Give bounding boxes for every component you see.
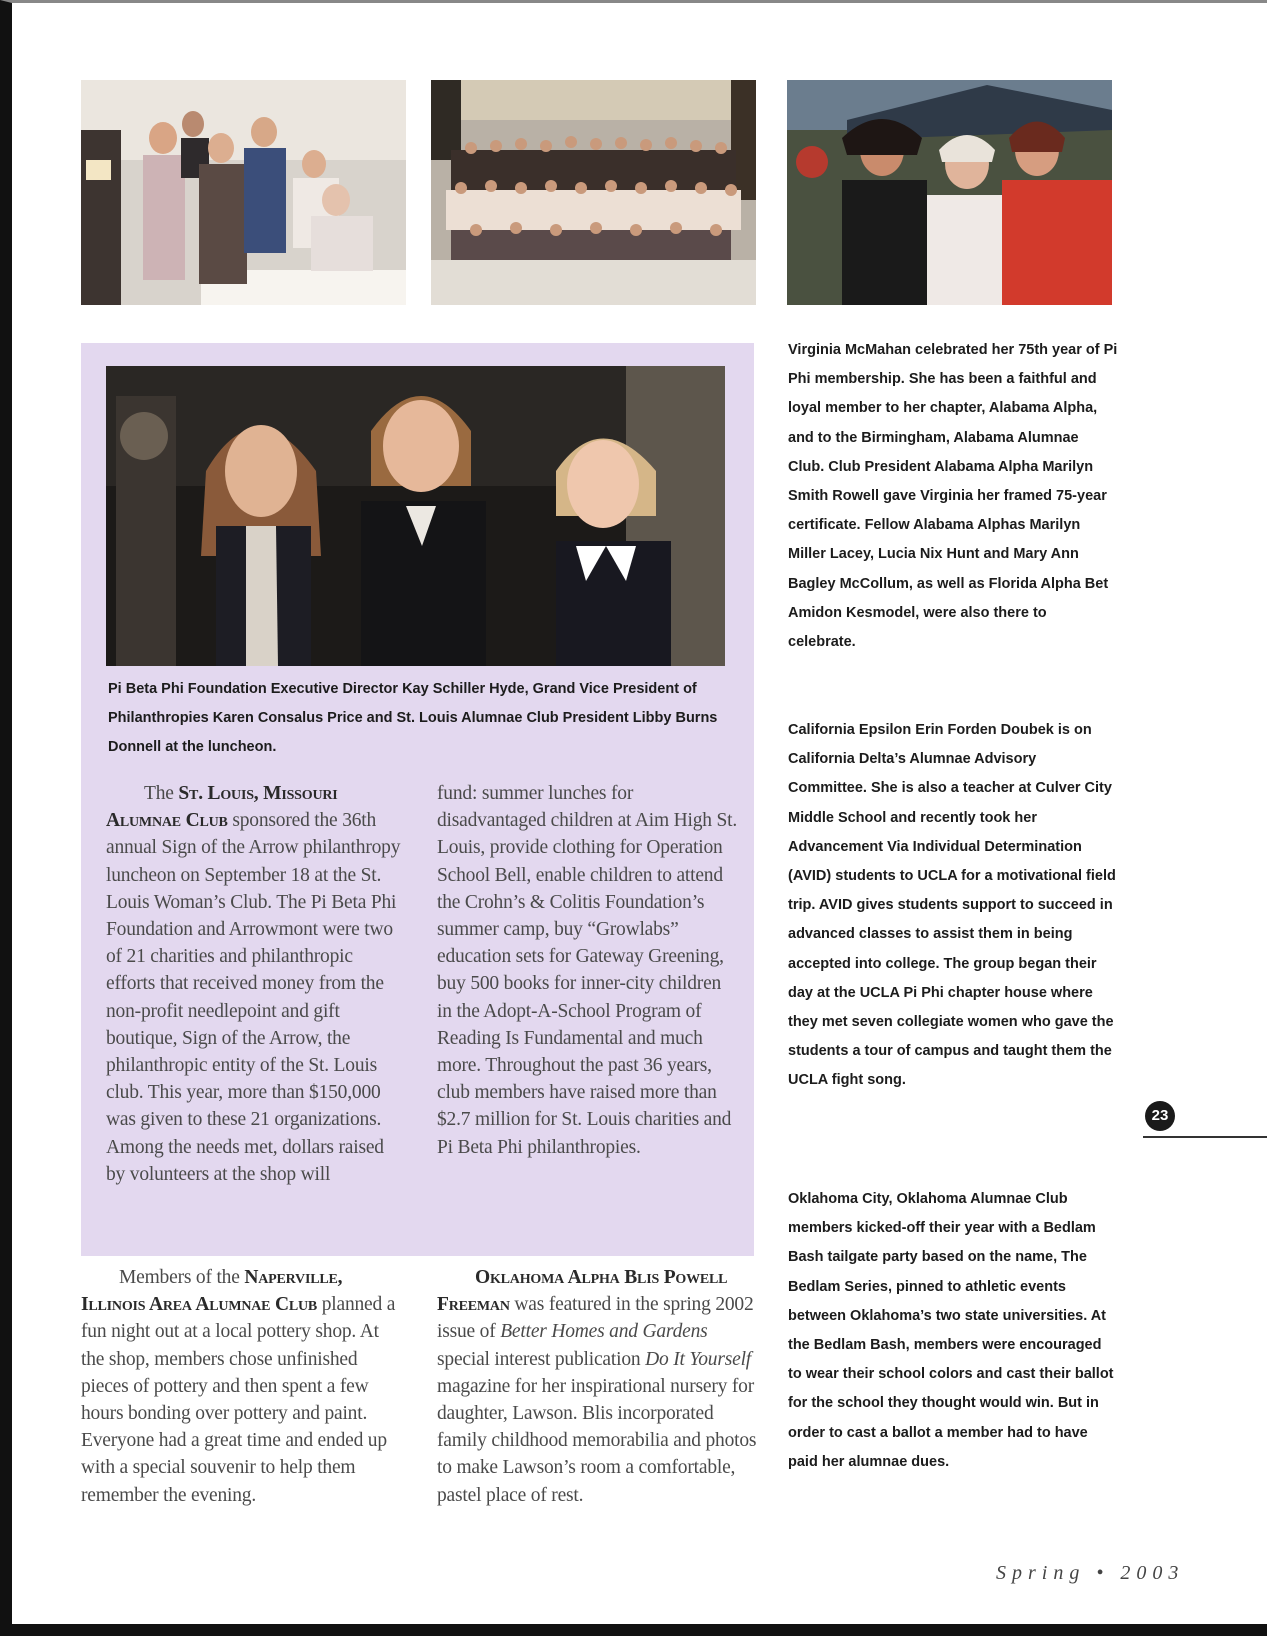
publication-do-it-yourself: Do It Yourself — [645, 1348, 752, 1370]
feature-photo-caption: Pi Beta Phi Foundation Executive Director Kay Schiller Hyde, Grand Vice President of Philanthropies Karen Consalus Price and St. Louis Alumnae Club President Libby Burns Donnell at the luncheon. — [108, 681, 718, 755]
naperville-intro: Members of the — [119, 1267, 240, 1288]
oklahoma-alpha-text-2: special interest publication — [437, 1348, 641, 1370]
oklahoma-alpha-story — [437, 1264, 757, 1509]
st-louis-club-name: St. Louis, Missouri Alumnae Club — [106, 783, 338, 832]
oklahoma-alpha-name: Oklahoma Alpha Blis Powell Freeman — [437, 1267, 728, 1316]
naperville-story — [81, 1264, 401, 1509]
page-number-badge: 23 — [1145, 1101, 1175, 1131]
oklahoma-alpha-text-3: magazine for her inspirational nursery for daughter, Lawson. Blis incorporated family childhood memorabilia and photos to make Lawson’s room a comfortable, pastel place of rest. — [437, 1375, 757, 1506]
naperville-club-name: Naperville, Illinois Area Alumnae Club — [81, 1267, 343, 1316]
caption-california-epsilon: California Epsilon Erin Forden Doubek is on California Delta’s Alumnae Advisory Committee. She is also a teacher at Culver City Middle School and recently took her Advancement Via Individual Determination (AVID) students to UCLA for a motivational field trip. AVID gives students support to succeed in advanced classes to assist them in being accepted into college. The group began their day at the UCLA Pi Phi chapter house where they met seven collegiate women who gave the students a tour of campus and taught them the UCLA fight song. — [788, 722, 1116, 1089]
page-number-rule — [1143, 1136, 1267, 1138]
photo-foundation-leaders — [106, 366, 725, 666]
caption-oklahoma-city: Oklahoma City, Oklahoma Alumnae Club members kicked-off their year with a Bedlam Bash tailgate party based on the name, The Bedlam Series, pinned to athletic events between Oklahoma’s two state universities. At the Bedlam Bash, members were encouraged to wear their school colors and cast their ballot for the school they thought would win. But in order to cast a ballot a member had to have paid her alumnae dues. — [788, 1191, 1114, 1470]
publication-better-homes: Better Homes and Gardens — [500, 1321, 708, 1343]
st-louis-text-part-1: sponsored the 36th annual Sign of the Arrow philanthropy luncheon on September 18 at the St. Louis Woman’s Club. The Pi Beta Phi Foundation and Arrowmont were two of 21 charities and philanthropic efforts that received money from the non-profit needlepoint and gift boutique, Sign of the Arrow, the philanthropic entity of the St. Louis club. This year, more than $150,000 was given to these 21 organizations. Among the needs met, dollars raised by volunteers at the shop will — [106, 810, 401, 1185]
st-louis-story-column-2 — [437, 780, 737, 1161]
st-louis-story-column-1 — [106, 780, 406, 1188]
oklahoma-alpha-text-1: was featured in the spring 2002 issue of — [437, 1294, 754, 1343]
photo-virginia-mcmahan — [787, 80, 1112, 305]
st-louis-text-part-2: fund: summer lunches for disadvantaged children at Aim High St. Louis, provide clothing for Operation School Bell, enable children to attend the Crohn’s & Colitis Foundation’s summer camp, buy “Growlabs” education sets for Gateway Greening, buy 500 books for inner-city children in the Adopt-A-School Program of Reading Is Fundamental and much more. Throughout the past 36 years, club members have raised more than $2.7 million for St. Louis charities and Pi Beta Phi philanthropies. — [437, 783, 738, 1158]
photo-alumnae-living-room — [81, 80, 406, 305]
st-louis-intro: The — [144, 783, 174, 804]
issue-footer: Spring • 2003 — [996, 1562, 1185, 1584]
photo-collegiate-group — [431, 80, 756, 305]
naperville-text: planned a fun night out at a local pottery shop. At the shop, members chose unfinished pieces of pottery and then spent a few hours bonding over pottery and paint. Everyone had a great time and ended up with a special souvenir to help them remember the evening. — [81, 1294, 396, 1506]
caption-virginia-mcmahan: Virginia McMahan celebrated her 75th year of Pi Phi membership. She has been a faithful and loyal member to her chapter, Alabama Alpha, and to the Birmingham, Alabama Alumnae Club. Club President Alabama Alpha Marilyn Smith Rowell gave Virginia her framed 75-year certificate. Fellow Alabama Alphas Marilyn Miller Lacey, Lucia Nix Hunt and Mary Ann Bagley McCollum, as well as Florida Alpha Bet Amidon Kesmodel, were also there to celebrate. — [788, 342, 1118, 651]
